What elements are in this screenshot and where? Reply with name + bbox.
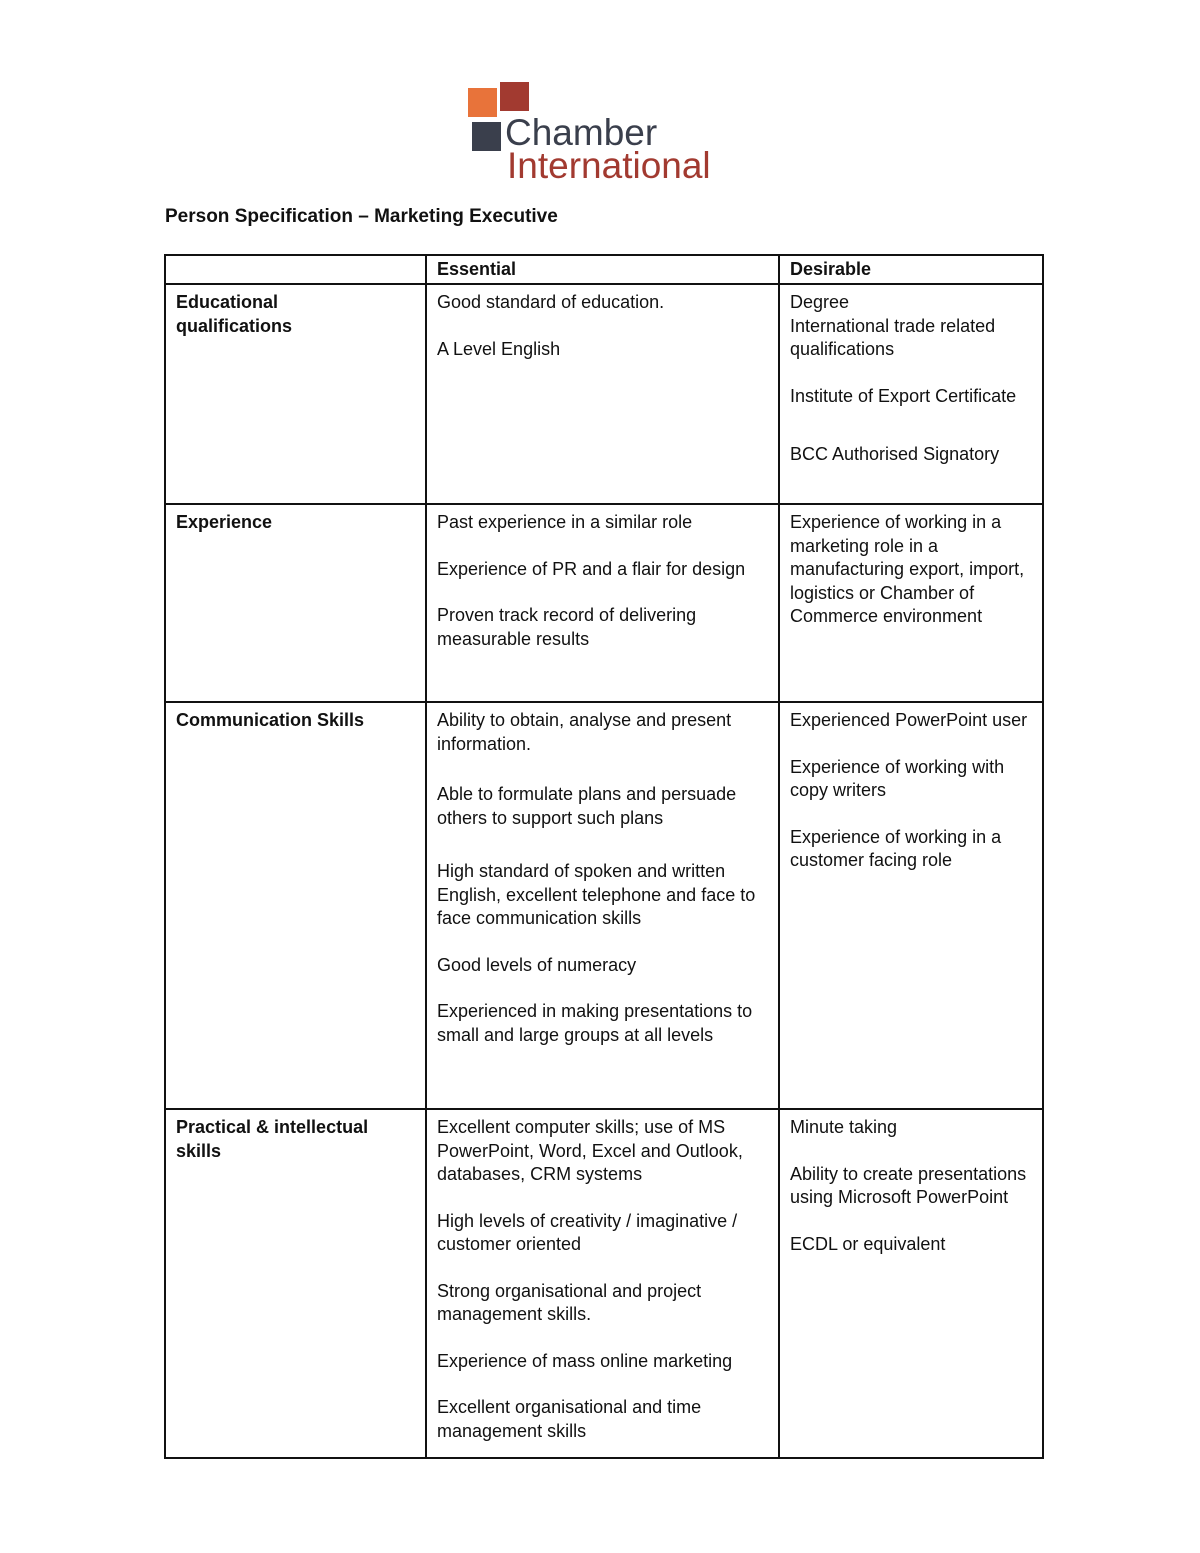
header-essential: Essential: [426, 255, 779, 284]
chamber-international-logo: [468, 82, 748, 186]
essential-item: Experience of mass online marketing: [437, 1350, 733, 1371]
essential-item: Able to formulate plans and persuade others to support such plans: [437, 784, 737, 828]
desirable-item: Experience of working with copy writers: [790, 756, 1005, 800]
logo-word-chamber: Chamber: [505, 112, 658, 153]
essential-item: High standard of spoken and written English, excellent telephone and face to face communication skills: [437, 861, 756, 928]
table-row-practical-intellectual-skills: [165, 1109, 1043, 1458]
table-row-educational-qualifications: [165, 284, 1043, 504]
row-label-text: Educational qualifications: [176, 292, 293, 336]
desirable-cell: [779, 284, 1043, 504]
essential-item: A Level English: [437, 338, 561, 359]
desirable-item: Experience of working in a customer facing role: [790, 826, 1002, 870]
logo-red-square: [500, 82, 529, 111]
row-label: [165, 284, 426, 504]
logo-word-international: International: [507, 145, 711, 186]
header-empty-cell: [165, 255, 426, 284]
desirable-item: Ability to create presentations using Microsoft PowerPoint: [790, 1163, 1027, 1207]
essential-cell: [426, 284, 779, 504]
desirable-item: Experience of working in a marketing role in a manufacturing export, import, logistics or Chamber of Commerce environment: [790, 512, 1025, 626]
desirable-item: Minute taking: [790, 1117, 898, 1137]
header-desirable: Desirable: [779, 255, 1043, 284]
essential-item: Good standard of education.: [437, 292, 665, 312]
person-specification-table: [164, 254, 1044, 1459]
essential-item: Past experience in a similar role: [437, 512, 693, 532]
essential-item: Excellent computer skills; use of MS PowerPoint, Word, Excel and Outlook, databases, CRM systems: [437, 1117, 743, 1184]
essential-item: Good levels of numeracy: [437, 954, 637, 975]
desirable-item: BCC Authorised Signatory: [790, 444, 1000, 464]
logo-orange-square: [468, 88, 497, 117]
desirable-cell: [779, 702, 1043, 1109]
row-label: [165, 504, 426, 702]
essential-item: High levels of creativity / imaginative / customer oriented: [437, 1210, 738, 1254]
table-row-communication-skills: [165, 702, 1043, 1109]
essential-cell: [426, 1109, 779, 1458]
desirable-item: Experienced PowerPoint user: [790, 710, 1028, 730]
row-label: [165, 702, 426, 1109]
desirable-cell: [779, 1109, 1043, 1458]
desirable-item: Institute of Export Certificate: [790, 385, 1017, 406]
essential-item: Proven track record of delivering measurable results: [437, 605, 697, 649]
essential-item: Excellent organisational and time management skills: [437, 1397, 702, 1441]
essential-item: Experienced in making presentations to small and large groups at all levels: [437, 1001, 753, 1045]
logo-dark-square: [472, 122, 501, 151]
desirable-cell: [779, 504, 1043, 702]
essential-cell: [426, 504, 779, 702]
table-row-experience: [165, 504, 1043, 702]
desirable-item: Degree International trade related qualifications: [790, 292, 996, 359]
document-title: Person Specification – Marketing Executive: [165, 206, 558, 227]
row-label-text: Practical & intellectual skills: [176, 1117, 369, 1161]
desirable-item: ECDL or equivalent: [790, 1233, 946, 1254]
essential-item: Experience of PR and a flair for design: [437, 558, 746, 579]
row-label: [165, 1109, 426, 1458]
row-label-text: Communication Skills: [176, 710, 365, 730]
essential-item: Strong organisational and project management skills.: [437, 1280, 702, 1324]
essential-item: Ability to obtain, analyse and present information.: [437, 710, 732, 754]
essential-cell: [426, 702, 779, 1109]
table-header-row: [165, 255, 1043, 284]
row-label-text: Experience: [176, 512, 273, 532]
